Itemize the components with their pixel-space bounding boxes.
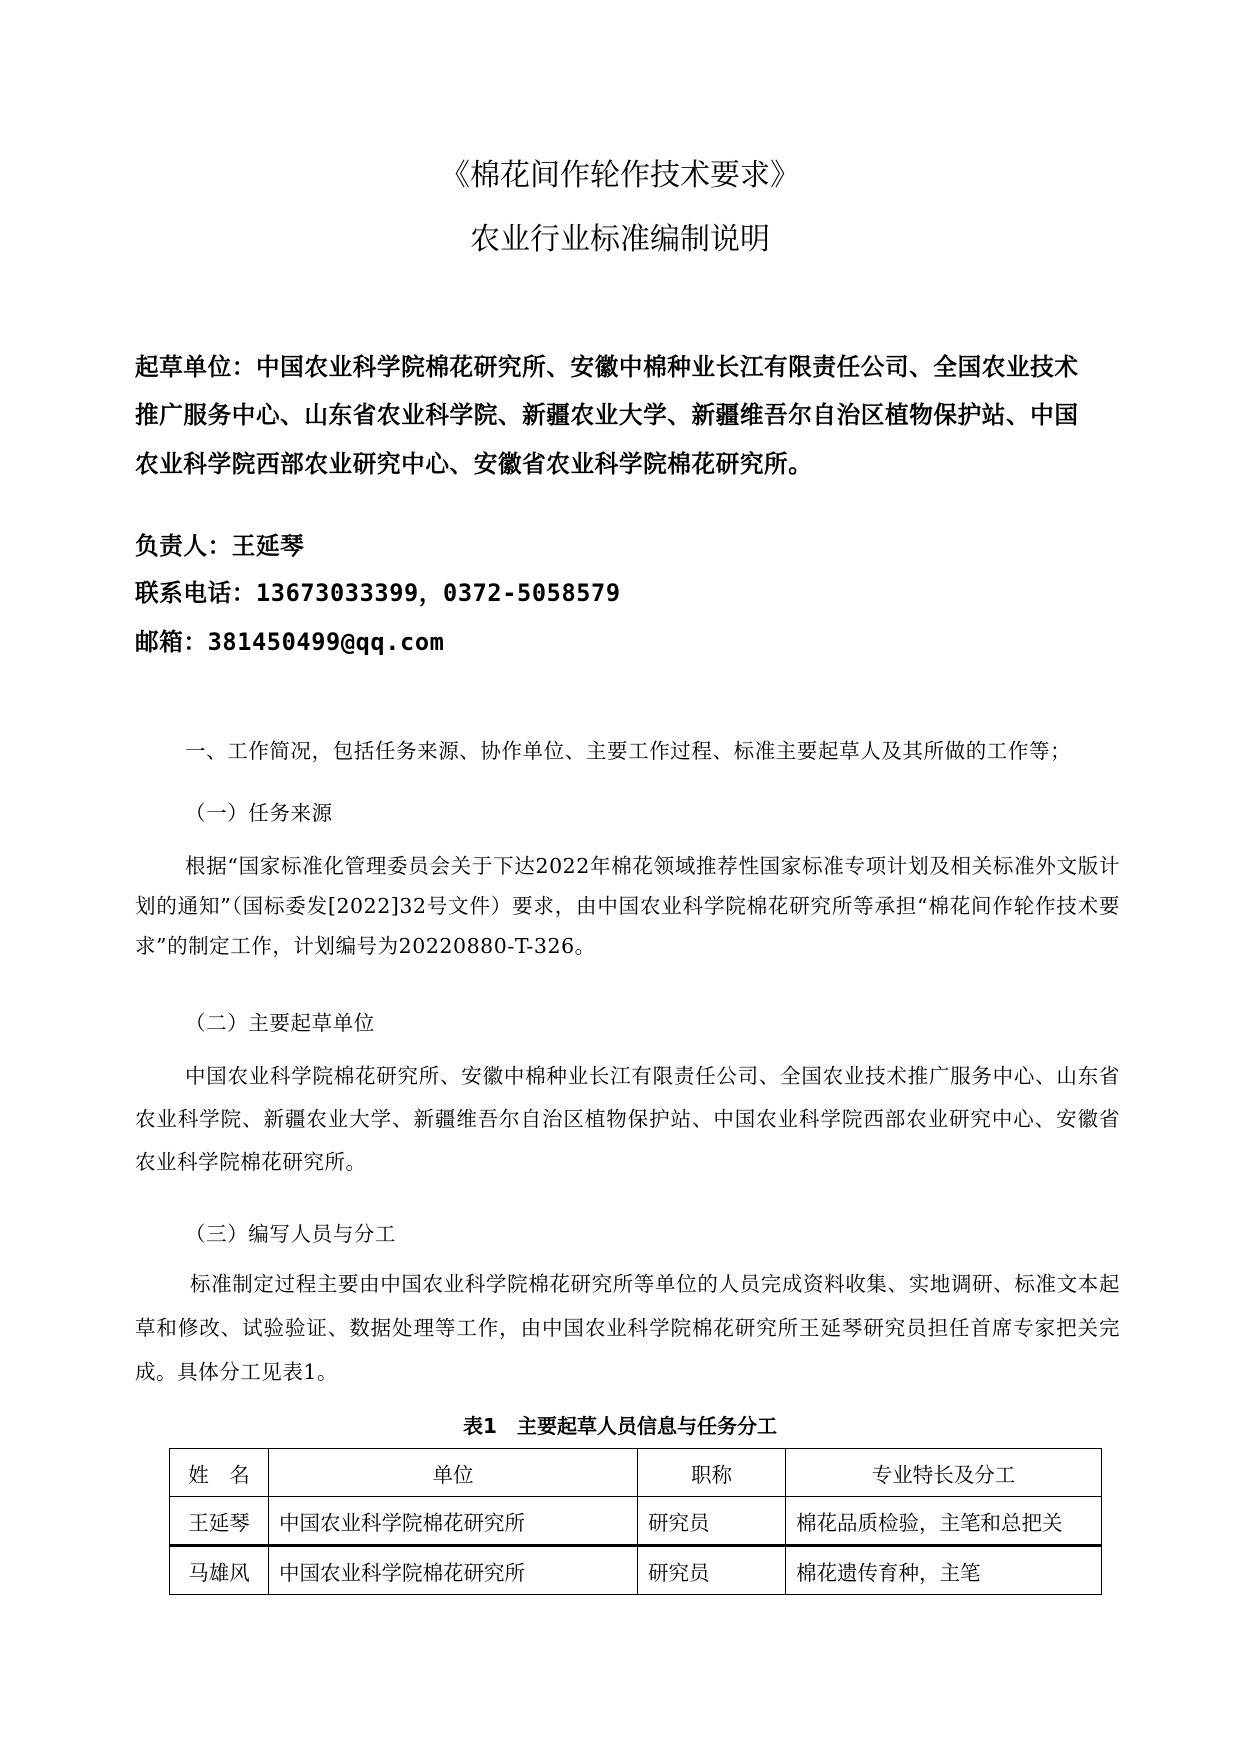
cell-title: 研究员 — [638, 1497, 786, 1546]
table-row — [170, 1497, 1102, 1546]
subsection-task-source: （一）任务来源 — [185, 801, 333, 825]
table-row — [170, 1546, 1102, 1595]
paragraph-drafting-units: 中国农业科学院棉花研究所、安徽中棉种业长江有限责任公司、全国农业技术推广服务中心、山东省农业科学院、新疆农业大学、新疆维吾尔自治区植物保护站、中国农业科学院西部农业研究中心、安徽省农业科学院棉花研究所。 — [135, 1064, 1120, 1174]
subsection-drafting-units: （二）主要起草单位 — [185, 1011, 375, 1035]
drafting-units-line: 起草单位：中国农业科学院棉花研究所、安徽中棉种业长江有限责任公司、全国农业技术 — [135, 353, 1079, 381]
paragraph-task-source: 根据“国家标准化管理委员会关于下达2022年棉花领域推荐性国家标准专项计划及相关标准外文版计划的通知”（国标委发[2022]32号文件）要求，由中国农业科学院棉花研究所等承担“棉花间作轮作技术要求”的制定工作，计划编号为20220880-T-326。 — [135, 854, 1120, 958]
cell-title: 研究员 — [638, 1546, 786, 1595]
header-name: 姓 名 — [170, 1449, 269, 1497]
cell-unit: 中国农业科学院棉花研究所 — [269, 1546, 638, 1595]
table-caption: 表1 主要起草人员信息与任务分工 — [463, 1414, 777, 1438]
section-heading-1: 一、工作简况，包括任务来源、协作单位、主要工作过程、标准主要起草人及其所做的工作等； — [185, 739, 1072, 763]
document-title: 《棉花间作轮作技术要求》 — [440, 158, 800, 193]
header-title: 职称 — [638, 1449, 786, 1497]
cell-unit: 中国农业科学院棉花研究所 — [269, 1497, 638, 1546]
paragraph-personnel: 标准制定过程主要由中国农业科学院棉花研究所等单位的人员完成资料收集、实地调研、标准文本起草和修改、试验验证、数据处理等工作，由中国农业科学院棉花研究所王延琴研究员担任首席专家把关完成。具体分工见表1。 — [135, 1272, 1120, 1384]
cell-name: 王延琴 — [170, 1497, 269, 1546]
subsection-personnel: （三）编写人员与分工 — [185, 1222, 396, 1246]
personnel-table — [169, 1448, 1102, 1595]
cell-specialty: 棉花品质检验，主笔和总把关 — [786, 1497, 1102, 1546]
table-header-row — [170, 1449, 1102, 1497]
header-unit: 单位 — [269, 1449, 638, 1497]
drafting-units-line: 农业科学院西部农业研究中心、安徽省农业科学院棉花研究所。 — [135, 450, 813, 478]
responsible-person: 负责人：王延琴 — [135, 532, 305, 560]
cell-name: 马雄风 — [170, 1546, 269, 1595]
header-specialty: 专业特长及分工 — [786, 1449, 1102, 1497]
cell-specialty: 棉花遗传育种，主笔 — [786, 1546, 1102, 1595]
drafting-units-line: 推广服务中心、山东省农业科学院、新疆农业大学、新疆维吾尔自治区植物保护站、中国 — [135, 401, 1079, 429]
contact-phone: 联系电话：13673033399，0372-5058579 — [135, 579, 621, 607]
document-subtitle: 农业行业标准编制说明 — [470, 222, 770, 257]
contact-email: 邮箱：381450499@qq.com — [135, 628, 445, 656]
